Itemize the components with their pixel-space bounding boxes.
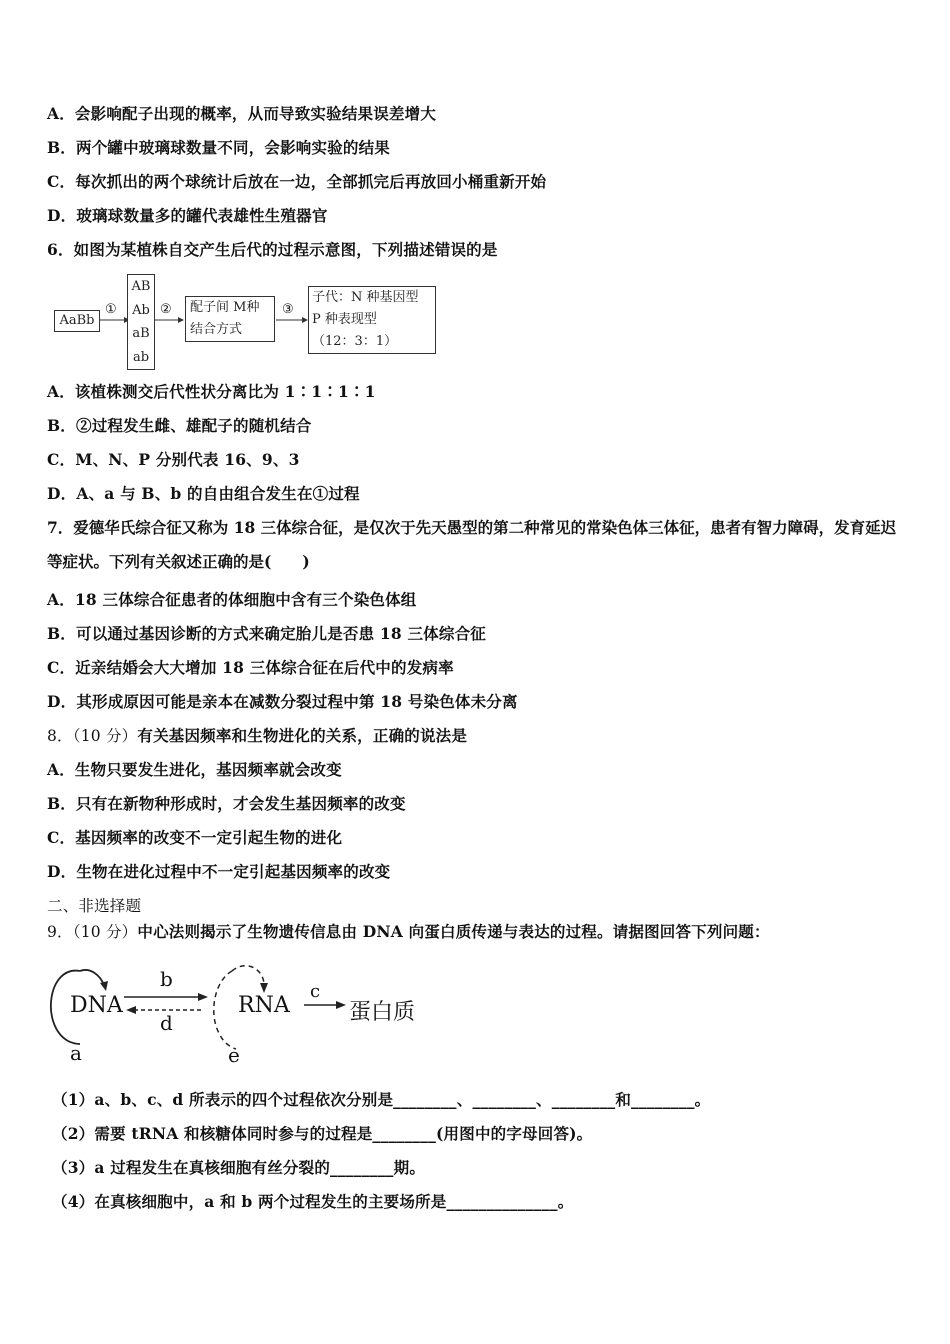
label-e: e <box>228 1043 240 1067</box>
q8-number: 8．（10 分） <box>47 727 138 745</box>
gamete: ab <box>132 349 150 365</box>
q6-option-a: A．该植株测交后代性状分离比为 1∶1∶1∶1 <box>47 382 376 401</box>
central-dogma-diagram <box>42 955 442 1070</box>
label-a: a <box>70 1041 82 1065</box>
q5-option-a: A．会影响配子出现的概率，从而导致实验结果误差增大 <box>47 104 437 123</box>
step-3-label: ③ <box>282 302 294 317</box>
q7-option-d: D．其形成原因可能是亲本在减数分裂过程中第 18 号染色体未分离 <box>47 692 518 711</box>
q8-text: 有关基因频率和生物进化的关系，正确的说法是 <box>137 726 468 745</box>
q6-diagram <box>50 272 450 370</box>
q9-sub-3: （3）a 过程发生在真核细胞有丝分裂的________期。 <box>52 1158 426 1177</box>
q8-option-b: B．只有在新物种形成时，才会发生基因频率的改变 <box>47 794 406 813</box>
combination-line-1: 配子间 M种 <box>190 300 260 315</box>
rna-label: RNA <box>238 993 290 1018</box>
combination-box <box>185 296 275 342</box>
offspring-line-3: （12：3：1） <box>312 334 398 349</box>
q6-stem: 6．如图为某植株自交产生后代的过程示意图，下列描述错误的是 <box>47 240 498 259</box>
gametes-box <box>127 274 155 370</box>
q5-option-c: C．每次抓出的两个球统计后放在一边，全部抓完后再放回小桶重新开始 <box>47 172 547 191</box>
combination-line-2: 结合方式 <box>190 322 243 337</box>
q5-option-d: D．玻璃球数量多的罐代表雄性生殖器官 <box>47 206 328 225</box>
q8-option-a: A．生物只要发生进化，基因频率就会改变 <box>47 760 342 779</box>
offspring-box <box>308 286 436 354</box>
dna-label: DNA <box>70 993 123 1018</box>
q9-sub-1: （1）a、b、c、d 所表示的四个过程依次分别是________、________、________和________。 <box>52 1090 711 1109</box>
q9-text: 中心法则揭示了生物遗传信息由 DNA 向蛋白质传递与表达的过程。请据图回答下列问题： <box>137 922 770 941</box>
q7-stem: 7．爱德华氏综合征又称为 18 三体综合征，是仅次于先天愚型的第二种常见的常染色体三体征，患者有智力障碍，发育延迟等症状。下列有关叙述正确的是( ) <box>47 518 897 571</box>
parent-genotype-box: AaBb <box>54 310 100 332</box>
q9-sub-2: （2）需要 tRNA 和核糖体同时参与的过程是________(用图中的字母回答)。 <box>52 1124 593 1143</box>
q7-option-b: B．可以通过基因诊断的方式来确定胎儿是否患 18 三体综合征 <box>47 624 486 643</box>
gamete: Ab <box>132 302 150 318</box>
gamete: AB <box>131 279 151 294</box>
protein-label: 蛋白质 <box>349 1000 416 1025</box>
step-1-label: ① <box>105 302 117 317</box>
label-d: d <box>160 1011 173 1035</box>
q7-option-a: A．18 三体综合征患者的体细胞中含有三个染色体组 <box>47 590 417 609</box>
q6-option-b: B．②过程发生雌、雄配子的随机结合 <box>47 416 312 435</box>
q9-stem <box>47 920 770 942</box>
offspring-line-2: P 种表现型 <box>312 312 377 327</box>
q8-stem <box>47 724 467 746</box>
q7-option-c: C．近亲结婚会大大增加 18 三体综合征在后代中的发病率 <box>47 658 454 677</box>
gamete: aB <box>132 326 150 341</box>
offspring-line-1: 子代：N 种基因型 <box>312 290 419 305</box>
q6-option-c: C．M、N、P 分别代表 16、9、3 <box>47 450 300 469</box>
label-b: b <box>160 967 173 991</box>
q8-option-c: C．基因频率的改变不一定引起生物的进化 <box>47 828 343 847</box>
section-2-heading: 二、非选择题 <box>47 897 142 915</box>
q8-option-d: D．生物在进化过程中不一定引起基因频率的改变 <box>47 862 391 881</box>
q9-number: 9．（10 分） <box>47 923 138 941</box>
q9-sub-4: （4）在真核细胞中，a 和 b 两个过程发生的主要场所是______________。 <box>52 1192 574 1211</box>
label-c: c <box>310 981 321 1002</box>
q6-option-d: D．A、a 与 B、b 的自由组合发生在①过程 <box>47 484 360 503</box>
q5-option-b: B．两个罐中玻璃球数量不同，会影响实验的结果 <box>47 138 391 157</box>
step-2-label: ② <box>160 302 172 317</box>
